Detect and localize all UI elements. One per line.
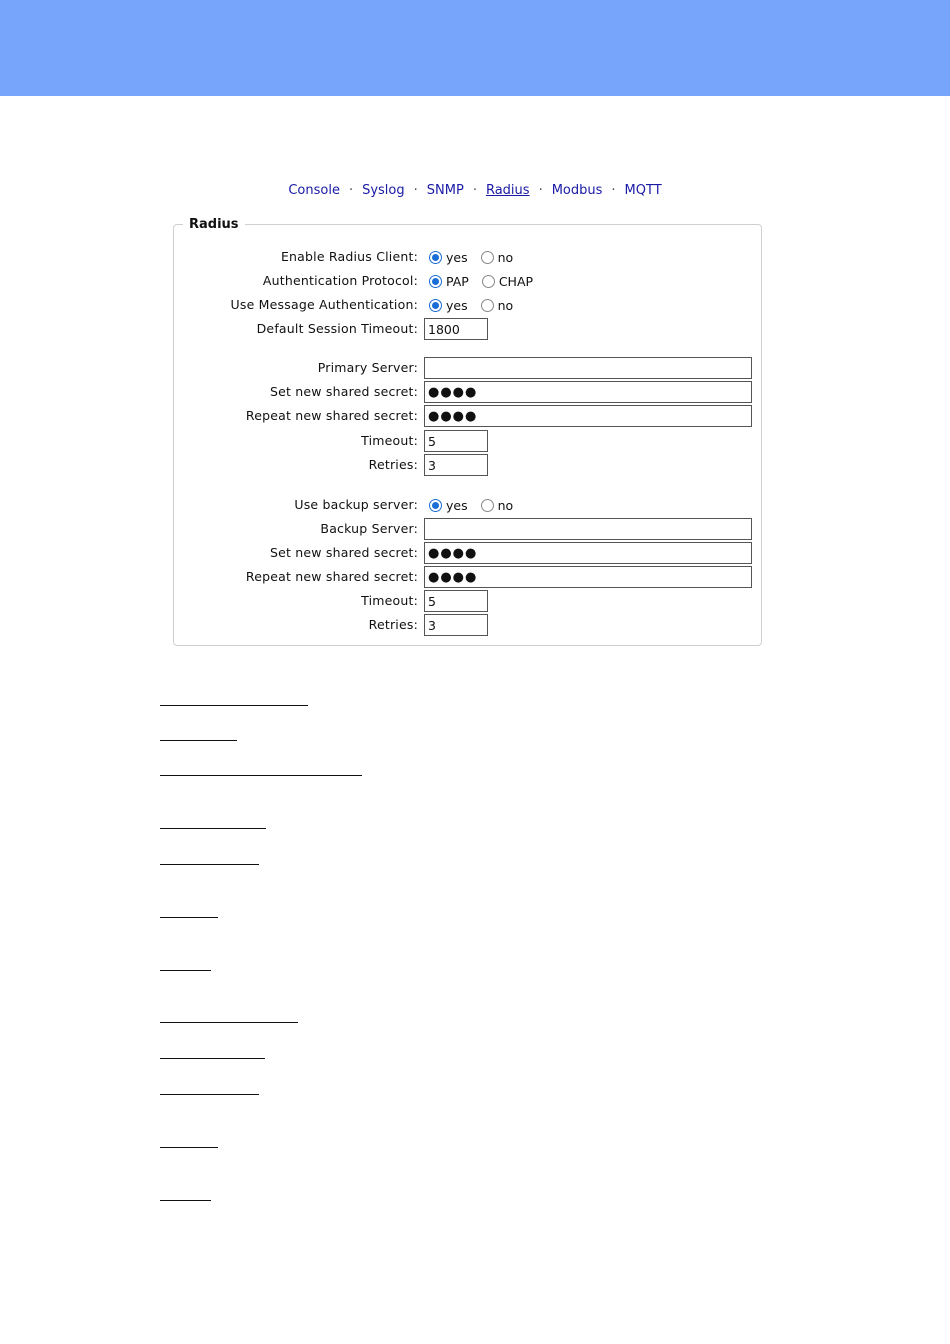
backup-server-label: Backup Server: (320, 521, 418, 536)
backup-retries-row (0, 614, 950, 636)
primary-server-label: Primary Server: (317, 360, 418, 375)
backup-retries-label: Retries: (368, 617, 418, 632)
blank-underline (160, 1200, 211, 1201)
backup-secret-label: Set new shared secret: (269, 545, 418, 560)
auth-pap-radio[interactable] (429, 275, 442, 288)
tab-separator: · (472, 183, 477, 198)
radio-label: CHAP (498, 273, 534, 289)
tab-separator: · (611, 183, 616, 198)
blank-underline (160, 917, 218, 918)
tab-bar (0, 183, 950, 198)
primary-secret-label: Set new shared secret: (269, 384, 418, 399)
blank-underline (160, 1094, 259, 1095)
radio-label: PAP (446, 273, 469, 289)
enable-client-label: Enable Radius Client: (280, 249, 418, 264)
blank-underline (160, 1058, 265, 1059)
primary-retries-label: Retries: (368, 457, 418, 472)
use-backup-label: Use backup server: (294, 497, 418, 512)
backup-server-row (0, 518, 950, 540)
primary-secret-repeat-label: Repeat new shared secret: (245, 408, 418, 423)
radio-label: no (497, 497, 514, 513)
tab-syslog[interactable]: Syslog (362, 183, 405, 198)
use-backup-yes-radio[interactable] (429, 499, 442, 512)
backup-timeout-row (0, 590, 950, 612)
tab-mqtt[interactable]: MQTT (624, 183, 662, 198)
tab-modbus[interactable]: Modbus (551, 183, 603, 198)
blank-underline (160, 828, 266, 829)
use-backup-row (0, 494, 950, 516)
backup-secret-repeat-row (0, 566, 950, 588)
radio-label: no (497, 297, 514, 313)
msg-auth-no-radio[interactable] (481, 299, 494, 312)
use-backup-no-radio[interactable] (481, 499, 494, 512)
blank-underline (160, 1022, 298, 1023)
radio-label: yes (446, 249, 468, 265)
auth-chap-radio[interactable] (482, 275, 495, 288)
primary-timeout-label: Timeout: (361, 433, 418, 448)
backup-secret-repeat-label: Repeat new shared secret: (245, 569, 418, 584)
primary-timeout-row (0, 430, 950, 452)
primary-secret-repeat-row (0, 405, 950, 427)
enable-client-yes-radio[interactable] (429, 251, 442, 264)
backup-retries-input[interactable]: 3 (424, 614, 488, 636)
radio-label: yes (446, 497, 468, 513)
radio-label: yes (446, 297, 468, 313)
primary-retries-input[interactable]: 3 (424, 454, 488, 476)
backup-secret-input[interactable]: ●●●● (424, 542, 752, 564)
msg-auth-label: Use Message Authentication: (230, 297, 418, 312)
top-banner (0, 0, 950, 96)
tab-separator: · (413, 183, 418, 198)
primary-secret-repeat-input[interactable]: ●●●● (424, 405, 752, 427)
blank-underline (160, 970, 211, 971)
primary-server-input[interactable] (424, 357, 752, 379)
enable-client-row (0, 246, 950, 268)
tab-snmp[interactable]: SNMP (426, 183, 464, 198)
auth-protocol-label: Authentication Protocol: (262, 273, 418, 288)
tab-separator: · (538, 183, 543, 198)
primary-server-row (0, 357, 950, 379)
enable-client-no-radio[interactable] (481, 251, 494, 264)
backup-timeout-label: Timeout: (361, 593, 418, 608)
tab-separator: · (348, 183, 354, 198)
tab-radius[interactable]: Radius (485, 183, 530, 198)
primary-secret-row (0, 381, 950, 403)
backup-secret-repeat-input[interactable]: ●●●● (424, 566, 752, 588)
blank-underline (160, 705, 308, 706)
radio-label: no (497, 249, 514, 265)
auth-protocol-row (0, 270, 950, 292)
session-timeout-label: Default Session Timeout: (256, 321, 418, 336)
backup-timeout-input[interactable]: 5 (424, 590, 488, 612)
session-timeout-row (0, 318, 950, 340)
backup-secret-row (0, 542, 950, 564)
blank-underline (160, 740, 237, 741)
blank-underline (160, 775, 362, 776)
primary-secret-input[interactable]: ●●●● (424, 381, 752, 403)
backup-server-input[interactable] (424, 518, 752, 540)
session-timeout-input[interactable]: 1800 (424, 318, 488, 340)
blank-underline (160, 1147, 218, 1148)
fieldset-title: Radius (189, 217, 239, 232)
blank-underline (160, 864, 259, 865)
msg-auth-row (0, 294, 950, 316)
primary-retries-row (0, 454, 950, 476)
tab-console[interactable]: Console (288, 183, 340, 198)
msg-auth-yes-radio[interactable] (429, 299, 442, 312)
primary-timeout-input[interactable]: 5 (424, 430, 488, 452)
